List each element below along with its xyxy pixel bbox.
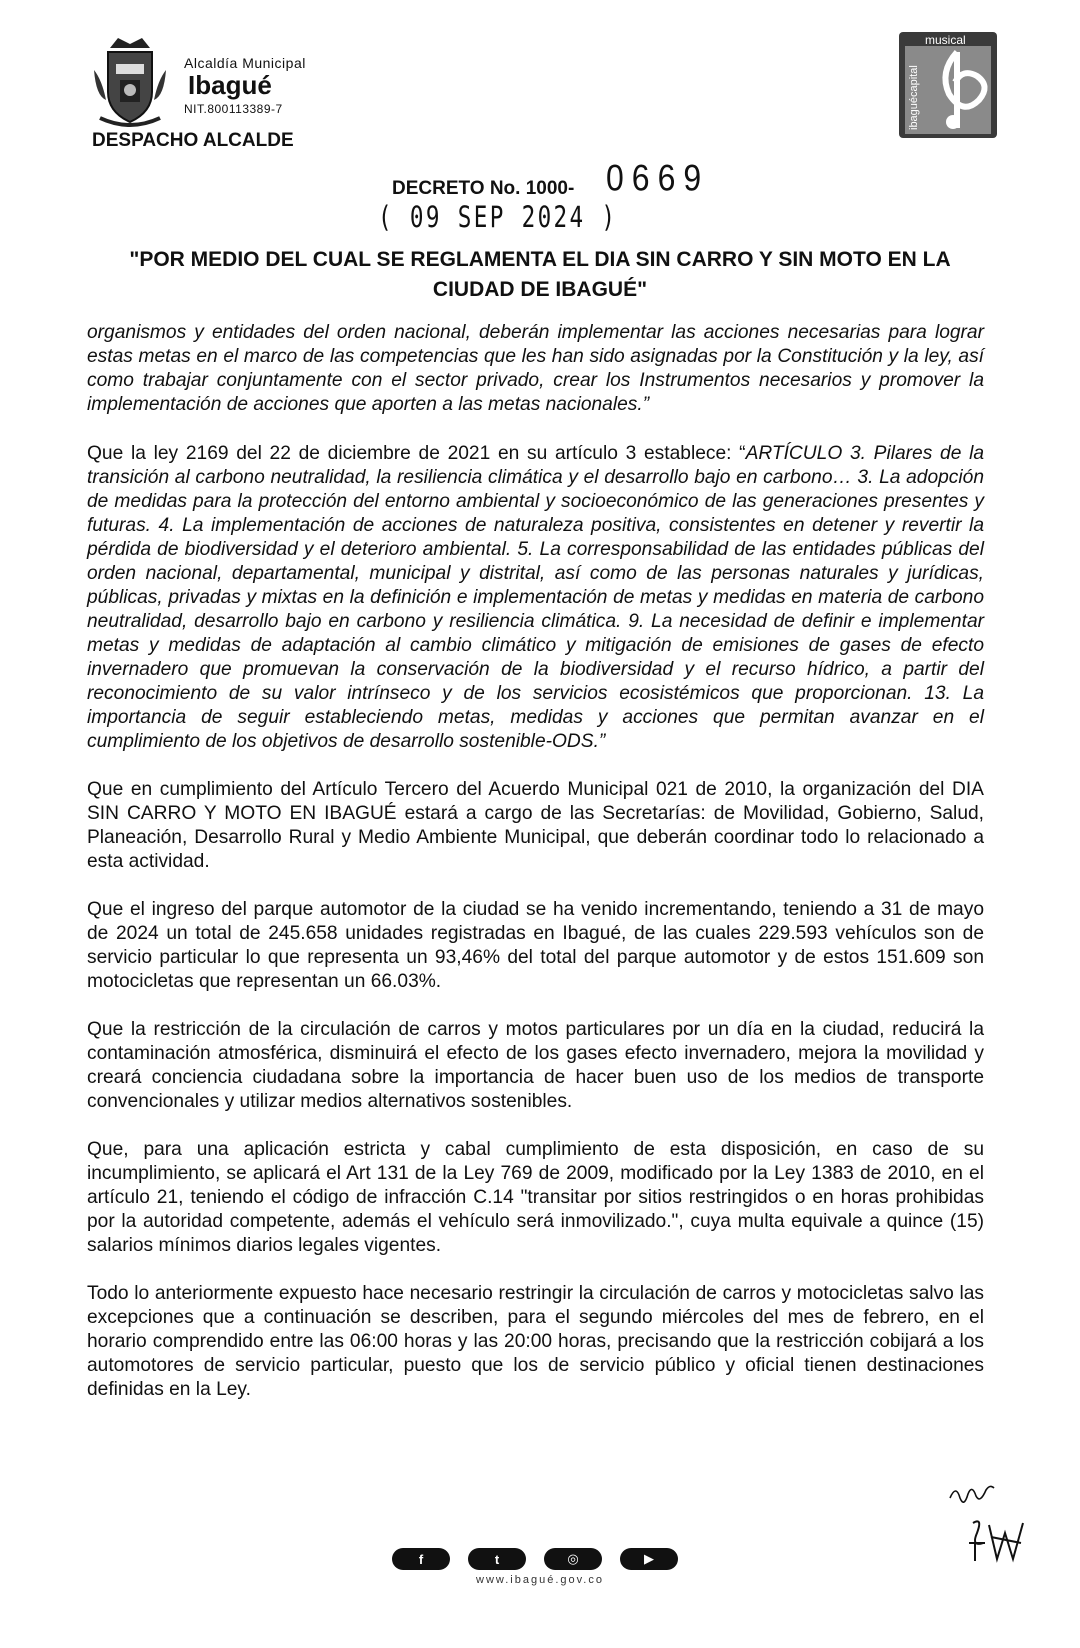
musical-logo-vertical-text: ibaguécapital <box>908 65 920 130</box>
musical-logo-text: musical <box>925 33 966 47</box>
decree-number-stamp: 0669 <box>606 157 710 199</box>
municipal-crest-icon <box>90 30 170 130</box>
website-url: www.ibagué.gov.co <box>476 1574 604 1586</box>
paragraph-conclusion: Todo lo anteriormente expuesto hace necesario restringir la circulación de carros y motocicletas salvo las excepciones que a continuación se describen, para el segundo miércoles del mes de febrero, en el horario comprendido entre las 06:00 horas y las 20:00 horas, precisando que la restricción cobijará a los automotores de servicio particular, puesto que los de servicio público y oficial tienen destinaciones definidas en la Ley. <box>87 1283 984 1400</box>
nit-number: NIT.800113389-7 <box>184 102 283 116</box>
twitter-icon: t <box>468 1548 526 1570</box>
facebook-icon: f <box>392 1548 450 1570</box>
musical-capital-logo <box>899 32 997 138</box>
paragraph-ley-2169 <box>87 442 984 754</box>
decree-title: "POR MEDIO DEL CUAL SE REGLAMENTA EL DIA SIN CARRO Y SIN MOTO EN LA CIUDAD DE IBAGUÉ" <box>129 248 951 301</box>
youtube-icon: ▶ <box>620 1548 678 1570</box>
handwritten-initials-large <box>965 1515 1035 1565</box>
paragraph-sancion: Que, para una aplicación estricta y cabal cumplimiento de esta disposición, en caso de su incumplimiento, se aplicará el Art 131 de la Ley 769 de 2009, modificado por la Ley 1383 de 2010, en el artículo 21, teniendo el código de infracción C.14 "transitar por sitios restringidos o en horas prohibidas por la autoridad competente, además el vehículo será inmovilizado.", cuya multa equivale a quince (15) salarios mínimos diarios legales vigentes. <box>87 1139 984 1256</box>
paragraph-ley-2169-intro: Que la ley 2169 del 22 de diciembre de 2021 en su artículo 3 establece: “ <box>87 443 746 464</box>
municipality-label: Alcaldía Municipal <box>184 55 306 71</box>
paragraph-parque-automotor: Que el ingreso del parque automotor de la ciudad se ha venido incrementando, teniendo a 31 de mayo de 2024 un total de 245.658 unidades registradas en Ibagué, de las cuales 229.593 vehículos son de servicio particular lo que representa un 93,46% del total del parque automotor y de estos 151.609 son motocicletas que representan un 66.03%. <box>87 899 984 992</box>
office-name: DESPACHO ALCALDE <box>92 130 294 151</box>
decree-body <box>87 321 984 1426</box>
city-name: Ibagué <box>188 70 272 100</box>
decree-label: DECRETO No. 1000- <box>392 178 575 199</box>
decree-date-stamp: ( 09 SEP 2024 ) <box>378 200 618 234</box>
handwritten-initials-small <box>948 1478 996 1508</box>
paragraph-ley-2169-quote: ARTÍCULO 3. Pilares de la transición al carbono neutralidad, la resiliencia climática y el desarrollo bajo en carbono… 3. La adopción de medidas para la protección del entorno ambiental y socioeconómico de las generaciones presentes y futuras. 4. La implementación de acciones de naturaleza positiva, consistentes en detener y revertir la pérdida de biodiversidad y el deterioro ambiental. 5. La corresponsabilidad de las entidades públicas del orden nacional, departamental, municipal y distrital, así como de las personas naturales y jurídicas, públicas, privadas y mixtas en la definición e implementación de metas y medidas en materia de carbono neutralidad, desarrollo bajo en carbono y resiliencia climática. 9. La necesidad de definir e implementar metas y medidas de adaptación al cambio climático y mitigación de emisiones de gases de efecto invernadero que promuevan la conservación de la biodiversidad y el recurso hídrico, a partir del reconocimiento de su valor intrínseco y de los servicios ecosistémicos que proporcionan. 13. La importancia de seguir estableciendo metas, medidas y acciones que permitan avanzar en el cumplimiento de los objetivos de desarrollo sostenible-ODS.” <box>87 443 985 752</box>
instagram-icon: ◎ <box>544 1548 602 1570</box>
paragraph-acuerdo-021: Que en cumplimiento del Artículo Tercero del Acuerdo Municipal 021 de 2010, la organización del DIA SIN CARRO Y MOTO EN IBAGUÉ estará a cargo de las Secretarías: de Movilidad, Gobierno, Salud, Planeación, Desarrollo Rural y Medio Ambiente Municipal, que deberán coordinar todo lo relacionado a esta actividad. <box>87 779 984 872</box>
paragraph-restriccion: Que la restricción de la circulación de carros y motos particulares por un día en la ciudad, reducirá la contaminación atmosférica, disminuirá el efecto de los gases efecto invernadero, mejora la movilidad y creará conciencia ciudadana sobre la importancia de hacer buen uso de los medios de transporte convencionales y utilizar medios alternativos sostenibles. <box>87 1019 984 1112</box>
paragraph-continuation: organismos y entidades del orden nacional, deberán implementar las acciones necesarias para lograr estas metas en el marco de las competencias que les han sido asignadas por la Constitución y la ley, así como trabajar conjuntamente con el sector privado, crear los Instrumentos necesarios y promover la implementación de acciones que aporten a las metas nacionales.” <box>87 322 984 415</box>
social-icons <box>385 1548 685 1572</box>
